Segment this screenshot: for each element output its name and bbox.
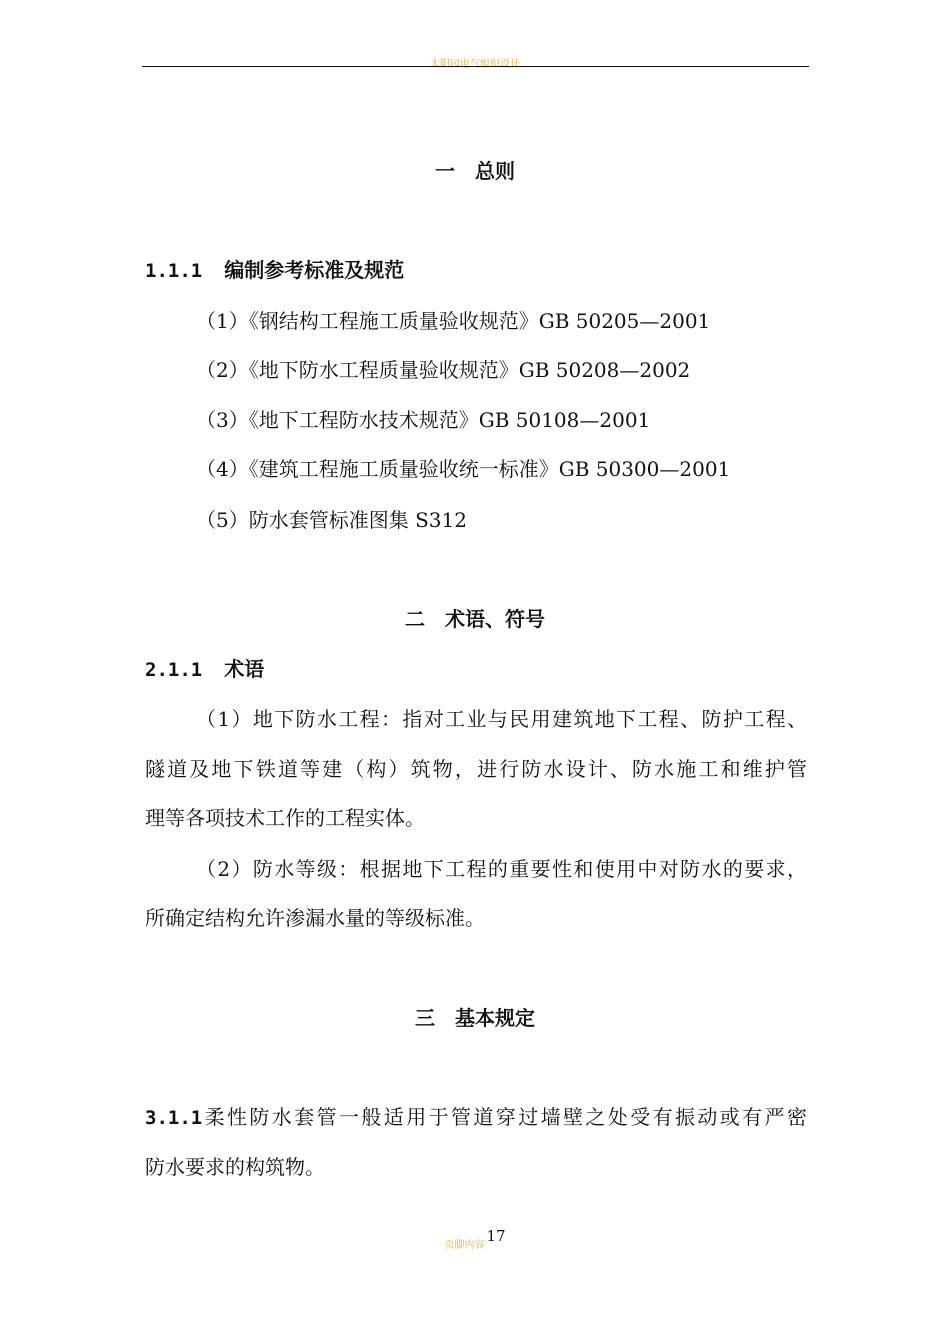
term-1-line: 隧道及地下铁道等建（构）筑物，进行防水设计、防水施工和维护管 xyxy=(145,757,807,781)
section-3-title: 三 基本规定 xyxy=(415,1006,535,1030)
page-number: 17 xyxy=(486,1227,506,1245)
page-header-text: 太阳园电气组织设计 xyxy=(430,59,520,70)
subsection-1-1-number: 1.1.1 xyxy=(145,260,203,282)
term-2-line: （2）防水等级：根据地下工程的重要性和使用中对防水的要求， xyxy=(196,857,807,881)
reference-item: （3）《地下工程防水技术规范》GB 50108—2001 xyxy=(196,408,651,432)
term-2-line: 所确定结构允许渗漏水量的等级标准。 xyxy=(145,906,485,930)
clause-3-1-1-text: 柔性防水套管一般适用于管道穿过墙壁之处受有振动或有严密 xyxy=(202,1105,807,1129)
reference-item: （5）防水套管标准图集 S312 xyxy=(196,508,467,532)
section-1-title: 一 总则 xyxy=(435,159,515,183)
section-2-title: 二 术语、符号 xyxy=(405,607,545,631)
page-footer xyxy=(0,1227,950,1251)
subsection-1-1-title: 编制参考标准及规范 xyxy=(224,258,405,282)
term-1-line: 理等各项技术工作的工程实体。 xyxy=(145,806,425,830)
reference-item: （2）《地下防水工程质量验收规范》GB 50208—2002 xyxy=(196,358,691,382)
clause-3-1-1-line: 防水要求的构筑物。 xyxy=(145,1155,325,1179)
subsection-2-1-heading xyxy=(145,656,264,683)
term-1-line: （1）地下防水工程：指对工业与民用建筑地下工程、防护工程、 xyxy=(196,707,807,731)
header-rule xyxy=(142,66,809,67)
clause-3-1-1-line xyxy=(145,1104,807,1131)
subsection-2-1-number: 2.1.1 xyxy=(145,659,203,681)
clause-3-1-1-number: 3.1.1 xyxy=(145,1107,203,1129)
subsection-2-1-title: 术语 xyxy=(224,657,265,681)
reference-item: （1）《钢结构工程施工质量验收规范》GB 50205—2001 xyxy=(196,309,711,333)
subsection-1-1-heading xyxy=(145,257,404,284)
reference-item: （4）《建筑工程施工质量验收统一标准》GB 50300—2001 xyxy=(196,457,731,481)
footer-label: 页脚内容 xyxy=(444,1240,485,1251)
